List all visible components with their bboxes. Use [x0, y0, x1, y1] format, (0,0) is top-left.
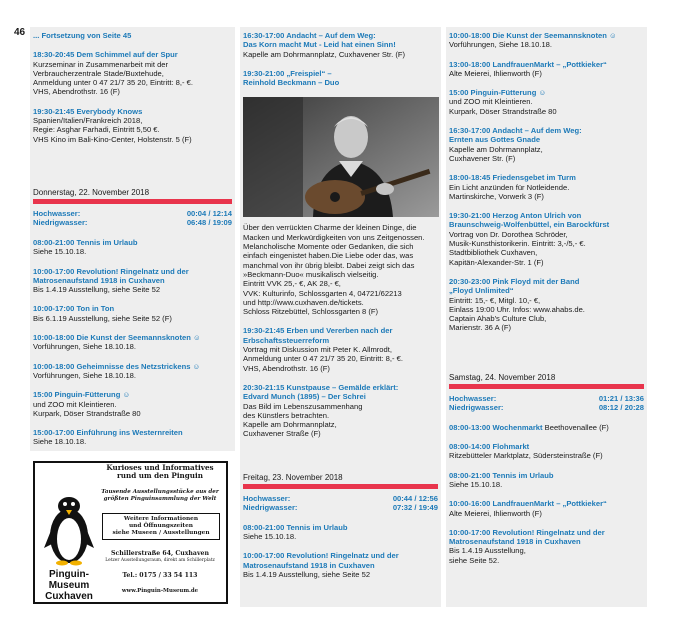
logo-text-line1: Pinguin-: [49, 569, 89, 580]
event-details: Kapelle am Dohrmannplatz, Cuxhavener Str. (F): [449, 144, 543, 163]
event-list-saturday: [449, 423, 644, 565]
event-entry: [33, 238, 232, 257]
event-title: 15:00 Pinguin-Fütterung ☺: [449, 88, 547, 98]
event-details: Ritzebütteler Marktplatz, Südersteinstraße (F): [449, 451, 603, 461]
event-details: Vorführungen, Siehe 18.10.18.: [449, 40, 553, 50]
high-tide-label: Hochwasser:: [243, 493, 291, 503]
event-entry: [33, 107, 232, 144]
penguin-logo-icon: [38, 468, 100, 600]
event-title: 10:00-18:00 Geheimnisse des Netzstrickens ☺: [33, 361, 201, 371]
event-title: ... Fortsetzung von Seite 45: [33, 31, 132, 40]
ad-website-link[interactable]: www.Pinguin-Museum.de: [121, 588, 199, 594]
event-details: Vortrag von Dr. Dorothea Schröder, Musik-Kunsthistorikerin. Eintritt: 3,-/5,- €. Stadtbibliothek Cuxhaven, Kapitän-Alexander-Str. 1 (F): [449, 229, 586, 267]
high-tide-value: 00:44 / 12:56: [392, 493, 438, 503]
event-list-friday: [243, 523, 438, 579]
event-location-inline: Beethovenallee (F): [542, 422, 609, 432]
event-entry: [449, 31, 644, 50]
day-divider-bar: [243, 484, 438, 489]
event-title: 18:30-20:45 Dem Schimmel auf der Spur: [33, 50, 178, 60]
low-tide-value: 07:32 / 19:49: [392, 503, 438, 513]
event-details: Bis 1.4.19 Ausstellung, siehe Seite 52: [243, 569, 371, 579]
event-entry: [243, 383, 438, 439]
event-details: Vortrag mit Diskussion mit Peter K. Allmrodt, Anmeldung unter 0 47 21/7 35 20, Eintritt: 8,- €. VHS, Abendrothstr. 16 (F): [243, 345, 403, 373]
event-title: 19:30-21:00 „Freispiel“ – Reinhold Beckmann – Duo: [243, 68, 340, 88]
event-details: Siehe 18.10.18.: [33, 437, 87, 447]
event-details: Bis 1.4.19 Ausstellung, siehe Seite 52.: [449, 546, 526, 565]
low-tide-value: 06:48 / 19:09: [186, 218, 232, 228]
event-details: Siehe 15.10.18.: [33, 247, 87, 257]
event-entry: [449, 88, 644, 116]
event-title: 10:00-17:00 Revolution! Ringelnatz und der Matrosenaufstand 1918 in Cuxhaven: [243, 551, 399, 570]
day-divider-bar: [33, 199, 232, 204]
event-details: Kapelle am Dohrmannplatz, Cuxhavener Str. (F): [243, 49, 406, 59]
event-title: 18:00-18:45 Friedensgebet im Turm: [449, 173, 576, 183]
penguin-museum-ad: [30, 458, 235, 610]
event-details: Eintritt: 15,- €, Mitgl. 10,- €, Einlass 19:00 Uhr. Infos: www.ahabs.de. Captain Ahab's Culture Club, Marienstr. 36 A (F): [449, 295, 585, 333]
ad-address: Schillerstraße 64, Cuxhaven: [111, 550, 209, 557]
day-divider-bar: [449, 384, 644, 389]
event-title: 20:30-23:00 Pink Floyd mit der Band „Floyd Unlimited“: [449, 276, 580, 296]
event-title: 20:30-21:15 Kunstpause – Gemälde erklärt: Edvard Munch (1895) – Der Schrei: [243, 382, 399, 402]
event-entry: [243, 69, 438, 88]
event-title: 19:30-21:00 Herzog Anton Ulrich von Braunschweig-Wolfenbüttel, ein Barockfürst: [449, 211, 610, 230]
event-entry: [449, 211, 644, 267]
event-details: Bis 6.1.19 Ausstellung, siehe Seite 52 (F): [33, 313, 172, 323]
event-title: 08:00-13:00 Wochenmarkt Beethovenallee (F): [449, 422, 609, 432]
event-title: 13:00-18:00 LandfrauenMarkt – „Pottkieker“: [449, 59, 607, 69]
event-details: Siehe 15.10.18.: [243, 532, 297, 542]
event-entry: [449, 499, 644, 518]
event-entry: [33, 362, 232, 381]
event-title: 08:00-21:00 Tennis im Urlaub: [33, 237, 138, 247]
event-entry: [449, 277, 644, 333]
event-details: Vorführungen, Siehe 18.10.18.: [33, 370, 137, 380]
event-title: 10:00-18:00 Die Kunst der Seemannsknoten ☺: [33, 333, 201, 343]
page-number: 46: [14, 27, 26, 38]
event-entry: [33, 267, 232, 295]
day-header-thursday: Donnerstag, 22. November 2018: [33, 187, 150, 197]
event-details: Vorführungen, Siehe 18.10.18.: [33, 342, 137, 352]
event-entry: [449, 471, 644, 490]
event-title: 10:00-17:00 Revolution! Ringelnatz und der Matrosenaufstand 1918 in Cuxhaven: [33, 266, 189, 285]
event-title: 16:30-17:00 Andacht – Auf dem Weg: Ernten aus Gottes Gnade: [449, 126, 582, 145]
event-entry: [33, 304, 232, 323]
ad-address-note: Letzer Ausstellungsraum, direkt am Schillerplatz: [105, 558, 215, 563]
high-tide-value: 00:04 / 12:14: [186, 208, 232, 218]
column-middle: [240, 27, 441, 607]
event-entry: [243, 31, 438, 59]
ad-subtitle: Tausende Ausstellungsstücke aus der größten Pinguinsammlung der Welt: [101, 489, 219, 502]
ad-title: Kurioses und Informatives rund um den Pinguin: [106, 463, 214, 481]
event-title: 15:00 Pinguin-Fütterung ☺: [33, 390, 131, 400]
event-details: und ZOO mit Kleintieren. Kurpark, Döser Strandstraße 80: [449, 97, 557, 116]
event-title: 10:00-17:00 Revolution! Ringelnatz und der Matrosenaufstand 1918 in Cuxhaven: [449, 527, 605, 547]
event-list-friday-cont: [449, 31, 644, 333]
tide-table-friday: [243, 494, 438, 513]
event-entry: [243, 523, 438, 542]
event-entry: [33, 390, 232, 418]
event-entry: [33, 428, 232, 447]
event-details: Bis 1.4.19 Ausstellung, siehe Seite 52: [33, 285, 161, 295]
high-tide-value: 01:21 / 13:36: [598, 393, 644, 403]
event-entry: [243, 326, 438, 372]
event-entry: [449, 423, 644, 432]
event-details: Siehe 15.10.18.: [449, 479, 503, 489]
event-details: Kurzseminar in Zusammenarbeit mit der Verbraucherzentrale Stade/Buxtehude, Anmeldung unter 0 47 21/7 35 20, Eintritt: 8,- €. VHS, Abendrothstr. 16 (F): [33, 59, 193, 97]
ad-info-box: Weitere Informationen und Öffnungszeiten siehe Museen / Ausstellungen: [102, 513, 220, 540]
event-list-continuation: [33, 31, 232, 144]
event-title: 08:00-21:00 Tennis im Urlaub: [243, 522, 348, 532]
event-entry: [33, 31, 232, 40]
musician-photo: [243, 97, 439, 217]
event-list-thursday-evening: [243, 326, 438, 438]
event-entry: [449, 442, 644, 461]
low-tide-value: 08:12 / 20:28: [598, 403, 644, 413]
logo-text-line3: Cuxhaven: [45, 591, 93, 600]
event-details: Spanien/Italien/Frankreich 2018, Regie: Asghar Farhadi, Eintritt 5,50 €. VHS Kino im Bali-Kino-Center, Holstenstr. 5 (F): [33, 116, 192, 144]
event-title: 15:00-17:00 Einführung ins Westernreiten: [33, 428, 183, 438]
low-tide-label: Niedrigwasser:: [243, 503, 298, 513]
day-header-friday: Freitag, 23. November 2018: [243, 472, 343, 482]
tide-table-thursday: [33, 209, 232, 228]
ad-phone: Tel.: 0175 / 33 54 113: [122, 572, 198, 579]
event-entry: [449, 173, 644, 201]
event-entry: [449, 528, 644, 565]
logo-text-line2: Museum: [48, 580, 90, 591]
high-tide-label: Hochwasser:: [33, 208, 81, 218]
event-entry: [33, 333, 232, 352]
event-entry: [243, 551, 438, 579]
event-title: 10:00-17:00 Ton in Ton: [33, 304, 115, 314]
tide-table-saturday: [449, 394, 644, 413]
event-entry: [33, 50, 232, 96]
event-entry: [449, 126, 644, 163]
event-details: Alte Meierei, Ihlienworth (F): [449, 68, 542, 78]
low-tide-label: Niedrigwasser:: [33, 218, 88, 228]
event-title: 19:30-21:45 Everybody Knows: [33, 106, 143, 116]
event-details: Das Bild im Lebenszusammenhang des Künstlers betrachten. Kapelle am Dohrmannplatz, Cuxhavener Straße (F): [243, 401, 363, 439]
event-details: Alte Meierei, Ihlienworth (F): [449, 508, 542, 518]
event-title: 10:00-18:00 Die Kunst der Seemannsknoten ☺: [449, 31, 617, 40]
column-left: [30, 27, 235, 451]
event-title: 10:00-16:00 LandfrauenMarkt – „Pottkieker“: [449, 499, 607, 509]
event-title: 08:00-14:00 Flohmarkt: [449, 442, 530, 452]
column-right: [446, 27, 647, 607]
event-list-thursday: [33, 238, 232, 447]
freispiel-description: Über den verrückten Charme der kleinen Dinge, die Macken und Merkwürdigkeiten von uns Zeitgenossen. Melancholische Momente oder Gedanken, die sich einfach eingenistet haben.Die Liebe oder das, was manchmal von ihr übrig bleibt. Dabei zeigt sich das »Beckmann-Duo« musikalisch vielseitig. Eintritt VVK 25,- €, AK 28,- €, VVK: Kulturinfo, Schlossgarten 4, 04721/62213 und http://www.cuxhaven.de/tickets. Schloss Ritzebüttel, Schlossgarten 8 (F): [243, 223, 425, 317]
event-title: 19:30-21:45 Erben und Vererben nach der Erbschaftssteuerreform: [243, 326, 393, 345]
event-entry: [449, 60, 644, 79]
event-details: und ZOO mit Kleintieren. Kurpark, Döser Strandstraße 80: [33, 399, 141, 418]
day-header-saturday: Samstag, 24. November 2018: [449, 372, 556, 382]
event-title: 08:00-21:00 Tennis im Urlaub: [449, 470, 554, 480]
event-title: 16:30-17:00 Andacht – Auf dem Weg: Das Korn macht Mut - Leid hat einen Sinn!: [243, 31, 396, 50]
low-tide-label: Niedrigwasser:: [449, 403, 504, 413]
event-list-thursday-cont: [243, 31, 438, 87]
event-details: Ein Licht anzünden für Notleidende. Martinskirche, Vorwerk 3 (F): [449, 182, 570, 201]
high-tide-label: Hochwasser:: [449, 393, 497, 403]
